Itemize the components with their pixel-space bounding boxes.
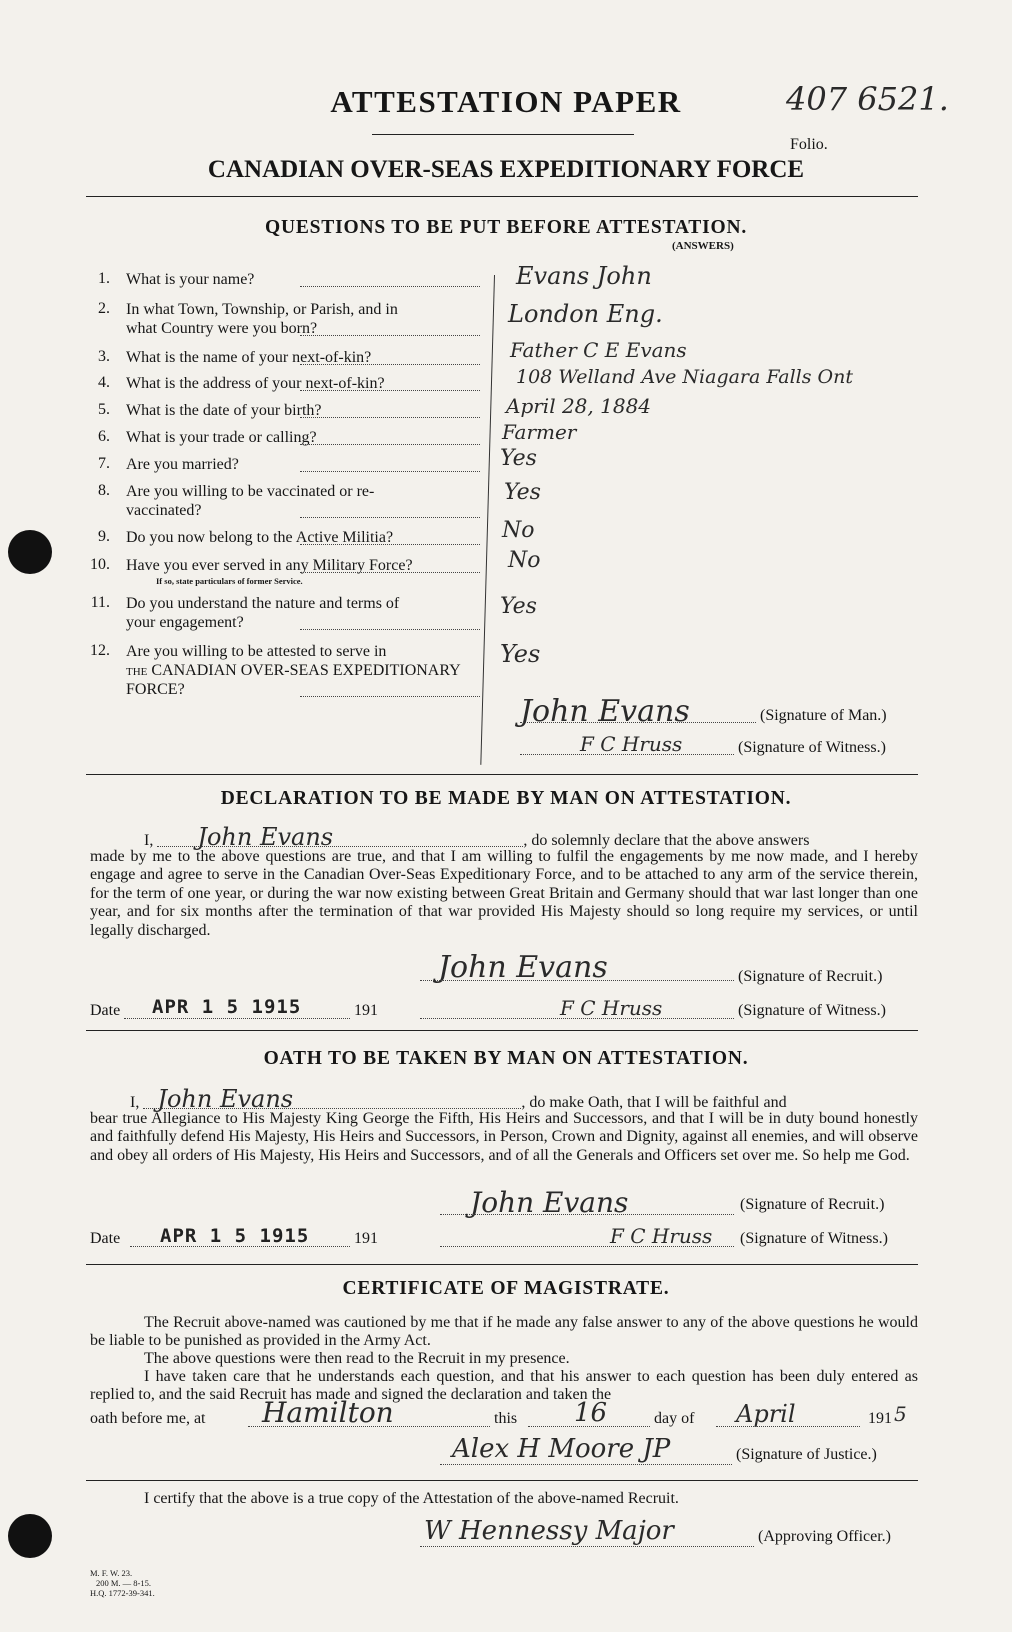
question-number: 9. [98, 528, 110, 545]
question-text: FORCE? [126, 681, 185, 698]
question-number: 7. [98, 455, 110, 472]
question-text: What is the date of your birth? [126, 402, 322, 419]
approving-officer-label: (Approving Officer.) [758, 1528, 891, 1545]
question-text: Are you willing to be vaccinated or re- [126, 483, 375, 500]
question-text: your engagement? [126, 614, 244, 631]
question-leader [300, 417, 480, 418]
oath-text-1: , do make Oath, that I will be faithful and [521, 1094, 787, 1111]
oath-signature-witness-label: (Signature of Witness.) [740, 1230, 888, 1247]
question-text: What is the address of your next-of-kin? [126, 375, 385, 392]
question-number: 3. [98, 348, 110, 365]
magistrate-oath-line [90, 1410, 206, 1428]
declaration-signature-witness: F C Hruss [560, 996, 663, 1020]
question-text: what Country were you born? [126, 320, 318, 337]
question-number: 10. [90, 556, 110, 573]
answers-label: (ANSWERS) [672, 240, 734, 252]
form-number [90, 1568, 155, 1598]
section-rule [86, 1264, 918, 1265]
approving-officer-signature: W Hennessy Major [424, 1516, 674, 1546]
question-answer: Yes [500, 446, 537, 471]
oath-prefix: I, [130, 1094, 140, 1111]
question-leader [300, 286, 480, 287]
question-number: 12. [90, 642, 110, 659]
oath-year: 191 [354, 1230, 378, 1247]
signature-line [520, 722, 756, 723]
question-answer: London Eng. [508, 300, 663, 328]
declaration-name: John Evans [157, 828, 523, 847]
magistrate-paragraph-1: The Recruit above-named was cautioned by me that if he made any false answer to any of the above questions he would be liable to be punished as provided in the Army Act. [90, 1314, 918, 1350]
header-rule [86, 196, 918, 197]
question-leader [300, 444, 480, 445]
signature-of-witness-label: (Signature of Witness.) [738, 739, 886, 756]
question-text: Do you now belong to the Active Militia? [126, 529, 394, 546]
title-underline [372, 134, 634, 135]
question-text: What is your name? [126, 271, 255, 288]
question-note: If so, state particulars of former Service. [156, 576, 303, 586]
question-text: Have you ever served in any Military Force? [126, 557, 413, 574]
question-number: 5. [98, 401, 110, 418]
section-rule [86, 774, 918, 775]
oath-date-stamp: APR 1 5 1915 [160, 1225, 310, 1247]
signature-line [420, 1546, 754, 1547]
question-leader [300, 572, 480, 573]
declaration-signature-recruit: John Evans [438, 950, 608, 985]
date-line [124, 1018, 350, 1019]
question-text: Are you willing to be attested to serve in [126, 643, 387, 660]
signature-of-man-label: (Signature of Man.) [760, 707, 887, 724]
question-answer: 108 Welland Ave Niagara Falls Ont [516, 366, 853, 388]
declaration-signature-witness-label: (Signature of Witness.) [738, 1002, 886, 1019]
question-number: 6. [98, 428, 110, 445]
question-leader [300, 517, 480, 518]
folio-label: Folio. [790, 136, 828, 153]
magistrate-heading: CERTIFICATE OF MAGISTRATE. [342, 1278, 670, 1299]
answer-column-rule [480, 275, 495, 765]
questions-heading: QUESTIONS TO BE PUT BEFORE ATTESTATION. [264, 217, 747, 238]
oath-signature-recruit: John Evans [470, 1186, 629, 1219]
month-line [716, 1426, 860, 1427]
question-answer: Evans John [516, 262, 652, 290]
signature-of-man: John Evans [520, 694, 690, 729]
question-leader [300, 364, 480, 365]
question-answer: Yes [500, 640, 541, 668]
oath-before-me-label: oath before me, at [90, 1410, 206, 1427]
question-text: What is your trade or calling? [126, 429, 317, 446]
question-number: 8. [98, 482, 110, 499]
punch-hole-top [8, 530, 52, 574]
question-text: vaccinated? [126, 502, 202, 519]
date-line [130, 1246, 350, 1247]
footer-line-1: M. F. W. 23. [90, 1568, 133, 1578]
question-answer: No [502, 518, 535, 543]
declaration-signature-recruit-label: (Signature of Recruit.) [738, 968, 883, 985]
signature-line [520, 754, 734, 755]
magistrate-this-label: this [494, 1410, 518, 1427]
question-number: 4. [98, 374, 110, 391]
place-line [248, 1426, 490, 1427]
declaration-date-label: Date [90, 1002, 121, 1019]
declaration-year: 191 [354, 1002, 378, 1019]
day-line [528, 1426, 650, 1427]
question-leader [300, 471, 480, 472]
oath-signature-witness: F C Hruss [610, 1224, 713, 1248]
punch-hole-bottom [8, 1514, 52, 1558]
question-leader [300, 629, 480, 630]
magistrate-paragraph-3: I have taken care that he understands each question, and that his answer to each question has been duly entered as replied to, and the said Recruit has made and signed the declaration and taken the [90, 1368, 918, 1404]
declaration-text-1: , do solemnly declare that the above answers [523, 832, 810, 849]
signature-of-justice: Alex H Moore JP [452, 1434, 671, 1464]
question-answer: Father C E Evans [510, 338, 687, 362]
footer-line-3: H.Q. 1772-39-341. [90, 1588, 155, 1598]
question-number: 11. [90, 594, 110, 611]
signature-of-justice-label: (Signature of Justice.) [736, 1446, 877, 1463]
signature-line [440, 1246, 734, 1247]
oath-body: bear true Allegiance to His Majesty King George the Fifth, His Heirs and Successors, and that I will be in duty bound honestly and faithfully defend His Majesty, His Heirs and Successors, in Person, Crown and Dignity, against all enemies, and will observe and obey all orders of His Majesty, His Heirs and Successors, and of all the Generals and Officers set over me. So help me God. [90, 1110, 918, 1164]
question-leader [300, 390, 480, 391]
magistrate-year-prefix: 191 [868, 1410, 892, 1427]
declaration-body: made by me to the above questions are true, and that I am willing to fulfil the engagements by me now made, and I hereby engage and agree to serve in the Canadian Over-Seas Expeditionary Force, and to be attached to any arm of the service therein, for the term of one year, or during the war now existing between Great Britain and Germany should that war last longer than one year, and for six months after the termination of that war provided His Majesty should so long require my services, or until legally discharged. [90, 848, 918, 939]
declaration-heading: DECLARATION TO BE MADE BY MAN ON ATTESTATION. [220, 788, 792, 809]
declaration-date-stamp: APR 1 5 1915 [152, 996, 302, 1018]
signature-line [420, 1018, 734, 1019]
question-answer: Yes [504, 480, 541, 505]
section-rule [86, 1480, 918, 1481]
question-answer: Yes [500, 594, 537, 619]
section-rule [86, 1030, 918, 1031]
oath-heading: OATH TO BE TAKEN BY MAN ON ATTESTATION. [263, 1048, 749, 1069]
signature-line [440, 1464, 732, 1465]
question-answer: No [508, 548, 541, 573]
certification-text: I certify that the above is a true copy of the Attestation of the above-named Recruit. [144, 1490, 679, 1507]
form-subtitle: CANADIAN OVER-SEAS EXPEDITIONARY FORCE [207, 156, 805, 183]
question-text: Do you understand the nature and terms of [126, 595, 400, 612]
question-leader [300, 335, 480, 336]
question-leader [300, 544, 480, 545]
folio-number: 407 6521. [786, 80, 949, 118]
question-answer: April 28, 1884 [506, 394, 652, 418]
magistrate-month: April [736, 1400, 796, 1428]
oath-signature-recruit-label: (Signature of Recruit.) [740, 1196, 885, 1213]
question-text: In what Town, Township, or Parish, and in [126, 301, 398, 318]
magistrate-year-suffix: 5 [894, 1402, 907, 1426]
oath-name: John Evans [143, 1090, 521, 1109]
question-text: Are you married? [126, 456, 239, 473]
signature-line [440, 1214, 734, 1215]
magistrate-paragraph-2: The above questions were then read to the Recruit in my presence. [144, 1350, 570, 1367]
question-text: the CANADIAN OVER-SEAS EXPEDITIONARY [126, 662, 461, 679]
oath-date-label: Date [90, 1230, 121, 1247]
question-number: 1. [98, 270, 110, 287]
signature-of-witness: F C Hruss [580, 732, 683, 756]
question-text: What is the name of your next-of-kin? [126, 349, 372, 366]
magistrate-day: 16 [574, 1398, 608, 1428]
magistrate-day-of-label: day of [654, 1410, 695, 1427]
question-leader [300, 696, 480, 697]
declaration-prefix: I, [144, 832, 154, 849]
page-title: ATTESTATION PAPER [330, 84, 682, 119]
question-number: 2. [98, 300, 110, 317]
footer-line-2: 200 M. — 8-15. [96, 1578, 152, 1588]
question-answer: Farmer [502, 420, 577, 444]
magistrate-place: Hamilton [262, 1396, 394, 1429]
signature-line [420, 980, 734, 981]
